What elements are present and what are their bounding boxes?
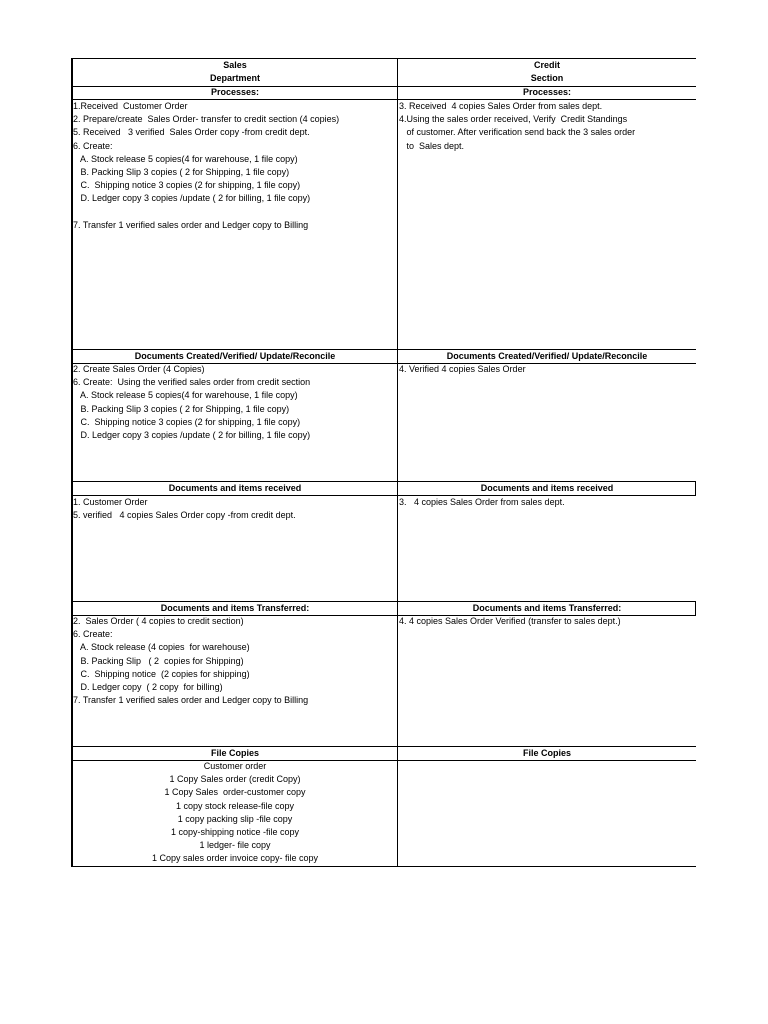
cell-line: 1.Received Customer Order <box>73 101 188 111</box>
cell-line: C. Shipping notice 3 copies (2 for shipping, 1 file copy) <box>73 180 301 191</box>
cell-line: 6. Create: <box>73 140 113 151</box>
cell-line: 2. Prepare/create Sales Order- transfer to credit section (4 copies) <box>73 114 340 125</box>
cell-line: 1 ledger- file copy <box>199 840 271 851</box>
processes-title-left: Processes: <box>210 87 260 97</box>
cell-line: C. Shipping notice (2 copies for shipping) <box>73 668 250 679</box>
cell-line: 3. 4 copies Sales Order from sales dept. <box>399 497 565 507</box>
transferred-title-left: Documents and items Transferred: <box>160 603 310 613</box>
cell-line: of customer. After verification send back the 3 sales order <box>399 127 636 138</box>
filecopies-title-right: File Copies <box>522 748 571 758</box>
cell-line: D. Ledger copy 3 copies /update ( 2 for billing, 1 file copy) <box>73 429 311 440</box>
cell-line: 1. Customer Order <box>73 497 148 507</box>
received-title-right: Documents and items received <box>480 483 614 493</box>
cell-line: 4. 4 copies Sales Order Verified (transfer to sales dept.) <box>399 616 621 626</box>
cell-line: 4. Verified 4 copies Sales Order <box>399 364 526 374</box>
cell-line: A. Stock release (4 copies for warehouse) <box>73 642 250 653</box>
cell-line: 7. Transfer 1 verified sales order and Ledger copy to Billing <box>73 695 309 706</box>
cell-line: 1 Copy Sales order (credit Copy) <box>169 774 301 785</box>
cell-line: 1 Copy sales order invoice copy- file copy <box>151 853 319 864</box>
cell-line: 5. verified 4 copies Sales Order copy -from credit dept. <box>73 510 296 521</box>
bottom-border <box>71 866 696 867</box>
cell-line: 2. Sales Order ( 4 copies to credit section) <box>73 616 244 626</box>
cell-line: A. Stock release 5 copies(4 for warehouse, 1 file copy) <box>73 390 298 401</box>
cell-line: B. Packing Slip ( 2 copies for Shipping) <box>73 655 244 666</box>
received-left-cell <box>73 496 296 522</box>
transferred-left-cell <box>73 615 308 707</box>
header-line: Credit <box>533 60 560 70</box>
processes-right-cell <box>399 100 635 153</box>
cell-line: A. Stock release 5 copies(4 for warehouse, 1 file copy) <box>73 153 298 164</box>
header-line: Section <box>530 73 564 84</box>
cell-line: 1 copy stock release-file copy <box>175 800 295 811</box>
processes-title-right: Processes: <box>522 87 572 97</box>
cell-line: 1 copy-shipping notice -file copy <box>170 826 300 837</box>
header-line: Sales <box>223 60 247 70</box>
sales-department-header <box>72 59 398 85</box>
cell-line: 2. Create Sales Order (4 Copies) <box>73 364 205 374</box>
cell-line: 6. Create: <box>73 629 113 640</box>
cell-line: C. Shipping notice 3 copies (2 for shipping, 1 file copy) <box>73 416 301 427</box>
processes-left-cell <box>73 100 339 232</box>
documents-right-cell <box>399 363 526 376</box>
received-title-left: Documents and items received <box>168 483 302 493</box>
header-line: Department <box>209 73 260 84</box>
documents-title-left: Documents Created/Verified/ Update/Reconcile <box>134 351 336 361</box>
cell-line: D. Ledger copy 3 copies /update ( 2 for billing, 1 file copy) <box>73 193 311 204</box>
cell-line: to Sales dept. <box>399 140 465 151</box>
filecopies-left-cell <box>72 760 398 866</box>
cell-line: 1 Copy Sales order-customer copy <box>164 787 306 798</box>
cell-line: D. Ledger copy ( 2 copy for billing) <box>73 681 223 692</box>
cell-line: 3. Received 4 copies Sales Order from sales dept. <box>399 101 603 111</box>
cell-line: 7. Transfer 1 verified sales order and Ledger copy to Billing <box>73 219 309 230</box>
documents-left-cell <box>73 363 310 442</box>
cell-line: B. Packing Slip 3 copies ( 2 for Shipping, 1 file copy) <box>73 403 290 414</box>
filecopies-title-left: File Copies <box>210 748 259 758</box>
cell-line <box>73 206 339 219</box>
cell-line: 1 copy packing slip -file copy <box>177 813 293 824</box>
cell-line: 5. Received 3 verified Sales Order copy -from credit dept. <box>73 127 310 138</box>
documents-title-right: Documents Created/Verified/ Update/Reconcile <box>446 351 648 361</box>
cell-line: 6. Create: Using the verified sales order from credit section <box>73 377 311 388</box>
received-right-cell <box>399 496 565 509</box>
cell-line: B. Packing Slip 3 copies ( 2 for Shipping, 1 file copy) <box>73 166 290 177</box>
transferred-right-cell <box>399 615 621 628</box>
transferred-title-right: Documents and items Transferred: <box>472 603 622 613</box>
cell-line: 4.Using the sales order received, Verify Credit Standings <box>399 114 628 125</box>
credit-section-header <box>398 59 696 85</box>
cell-line: Customer order <box>203 761 267 771</box>
